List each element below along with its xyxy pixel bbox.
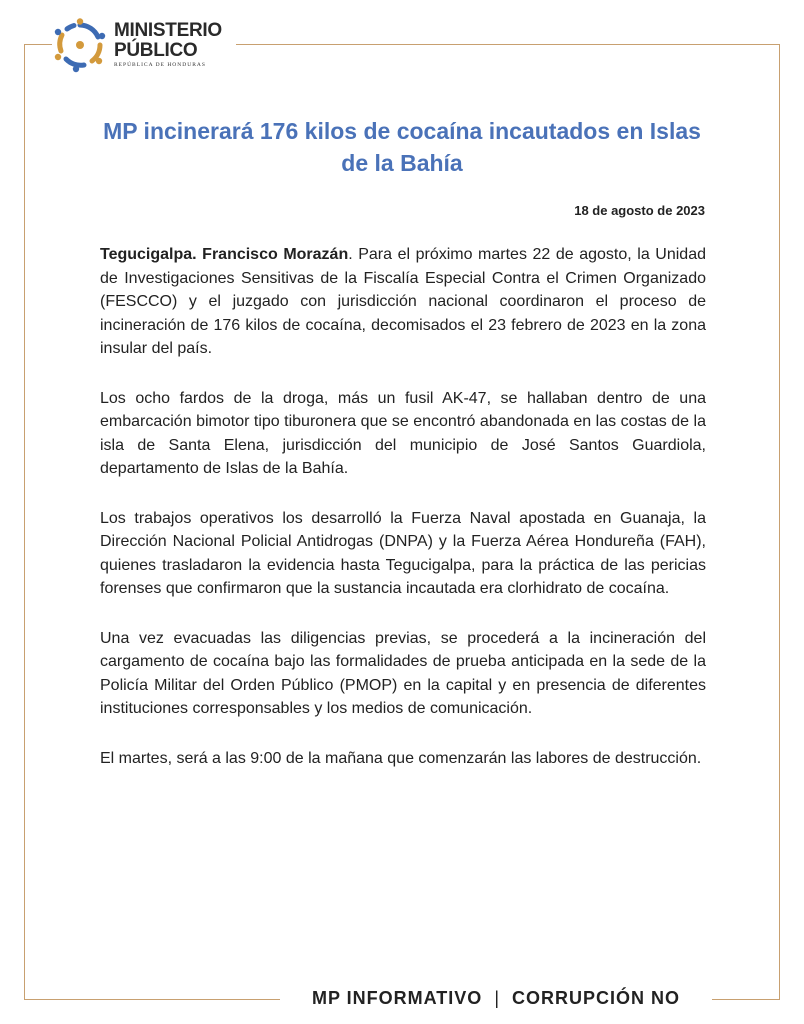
frame-bottom-right-line [712, 999, 780, 1000]
paragraph-5: El martes, será a las 9:00 de la mañana que comenzarán las labores de destrucción. [100, 749, 702, 767]
footer-mp-informativo: MP INFORMATIVO [311, 987, 483, 1008]
footer-separator: | [494, 987, 500, 1008]
footer-corrupcion-no: CORRUPCIÓN NO [512, 987, 681, 1008]
logo-text [114, 21, 222, 69]
footer-tagline [280, 983, 712, 1013]
paragraph-1 [100, 243, 706, 361]
frame-top-line [236, 44, 780, 45]
logo-ministerio: MINISTERIO [114, 20, 222, 42]
ministerio-publico-logo [52, 14, 232, 76]
press-release-body [100, 243, 706, 796]
press-release-title: MP incinerará 176 kilos de cocaína incautados en Islas de la Bahía [103, 118, 701, 176]
frame-right-line [779, 44, 780, 999]
logo-republica: REPÚBLICA DE HONDURAS [114, 62, 206, 69]
paragraph-4: Una vez evacuadas las diligencias previas, se procederá a la incineración del cargamento de cocaína bajo las formalidades de prueba anticipada en la sede de la Policía Militar del Orden Público (PMOP) en la capital y en presencia de diferentes instituciones corresponsables y los medios de comunicación. [100, 629, 706, 717]
frame-bottom-left-line [24, 999, 280, 1000]
paragraph-1-text: . Para el próximo martes 22 de agosto, la Unidad de Investigaciones Sensitivas de la Fiscalía Especial Contra el Crimen Organizado (FESCCO) y el juzgado con jurisdicción nacional coordinaron el proceso de incineración de 176 kilos de cocaína, decomisados el 23 febrero de 2023 en la zona insular del país. [100, 246, 706, 357]
frame-left-line [24, 44, 25, 999]
paragraph-3: Los trabajos operativos los desarrolló la Fuerza Naval apostada en Guanaja, la Dirección Nacional Policial Antidrogas (DNPA) y la Fuerza Aérea Hondureña (FAH), quienes trasladaron la evidencia hasta Tegucigalpa, para la práctica de las pericias forenses que confirmaron que la sustancia incautada era clorhidrato de cocaína. [100, 509, 706, 597]
people-circle-emblem-icon [52, 17, 108, 73]
frame-top-left-line [24, 44, 54, 45]
release-date: 18 de agosto de 2023 [574, 203, 705, 218]
paragraph-2: Los ocho fardos de la droga, más un fusil AK-47, se hallaban dentro de una embarcación bimotor tipo tiburonera que se encontró abandonada en las costas de la isla de Santa Elena, jurisdicción del municipio de José Santos Guardiola, departamento de Islas de la Bahía. [100, 389, 706, 477]
paragraph-1-dateline: Tegucigalpa. Francisco Morazán [100, 246, 349, 263]
logo-publico: PÚBLICO [114, 40, 198, 62]
